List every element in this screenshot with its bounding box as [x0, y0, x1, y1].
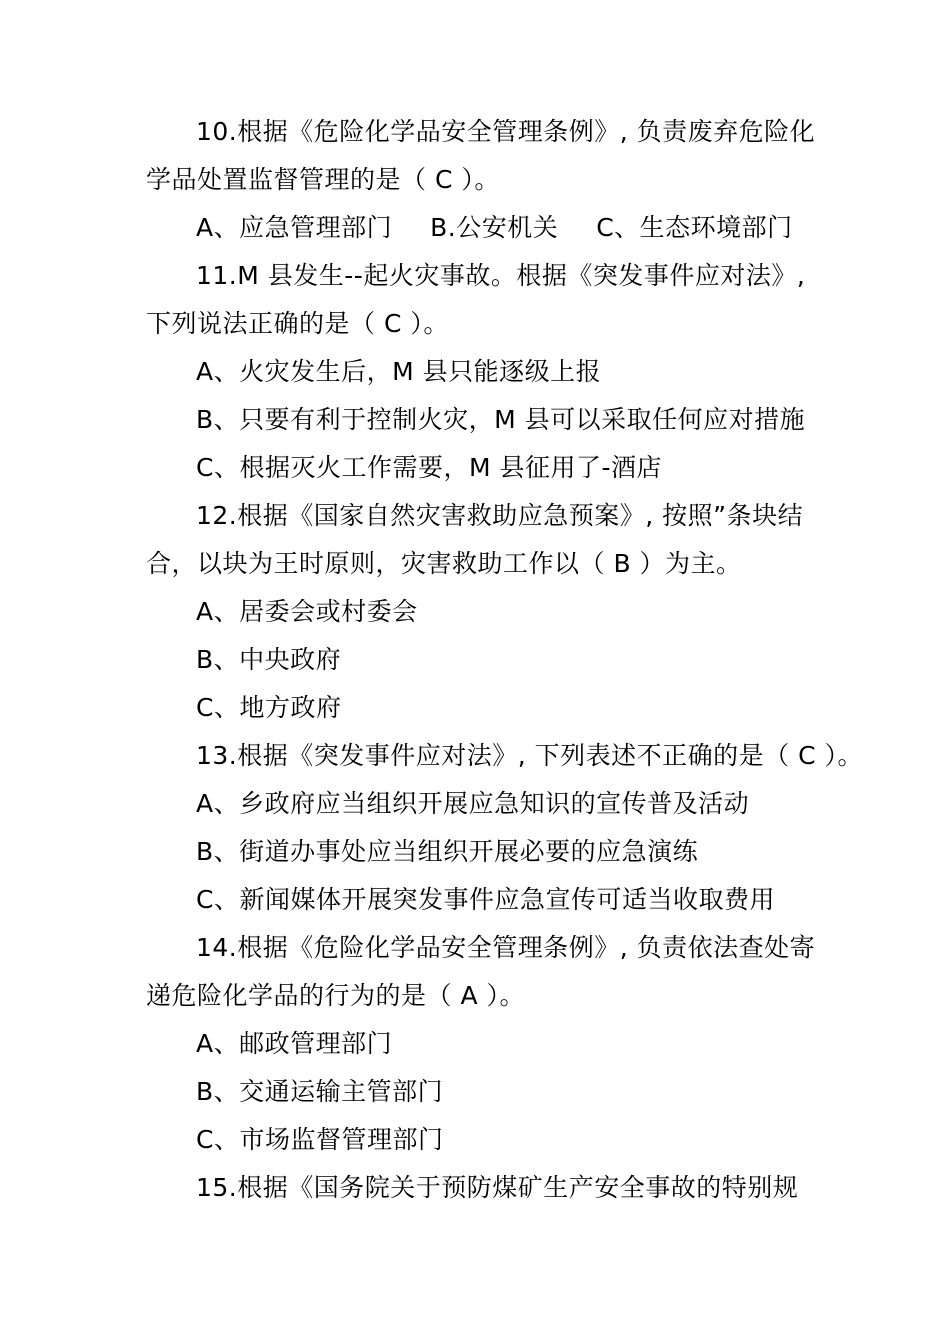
- option-b: B.公安机关: [430, 213, 559, 242]
- option-a: A、应急管理部门: [196, 213, 393, 242]
- question-13-option-c: C、新闻媒体开展突发事件应急宣传可适当收取费用: [196, 885, 775, 914]
- question-13-option-b: B、街道办事处应当组织开展必要的应急演练: [196, 837, 699, 866]
- question-12-option-b: B、中央政府: [196, 645, 342, 674]
- question-14-line-1: 14.根据《危险化学品安全管理条例》, 负责依法查处寄: [196, 933, 816, 962]
- question-12-option-c: C、地方政府: [196, 693, 342, 722]
- question-13-line-1: 13.根据《突发事件应对法》, 下列表述不正确的是（ C ）。: [196, 741, 864, 770]
- question-10-line-2: 学品处置监督管理的是（ C ）。: [146, 165, 500, 194]
- option-c: C、生态环境部门: [596, 213, 793, 242]
- question-10-line-1: 10.根据《危险化学品安全管理条例》, 负责废弃危险化: [196, 117, 816, 146]
- question-11-option-c: C、根据灭火工作需要，M 县征用了-酒店: [196, 453, 662, 482]
- question-11-option-b: B、只要有利于控制火灾，M 县可以采取任何应对措施: [196, 405, 806, 434]
- question-13-option-a: A、乡政府应当组织开展应急知识的宣传普及活动: [196, 789, 750, 818]
- question-14-line-2: 递危险化学品的行为的是（ A ）。: [146, 981, 525, 1010]
- question-14-option-a: A、邮政管理部门: [196, 1029, 393, 1058]
- question-11-line-1: 11.M 县发生--起火灾事故。根据《突发事件应对法》,: [196, 261, 806, 290]
- question-12-option-a: A、居委会或村委会: [196, 597, 418, 626]
- question-11-option-a: A、火灾发生后，M 县只能逐级上报: [196, 357, 602, 386]
- question-11-line-2: 下列说法正确的是（ C ）。: [146, 309, 449, 338]
- question-14-option-b: B、交通运输主管部门: [196, 1077, 444, 1106]
- question-15-line-1: 15.根据《国务院关于预防煤矿生产安全事故的特别规: [196, 1173, 799, 1202]
- question-12-line-2: 合，以块为王时原则，灾害救助工作以（ B ）为主。: [146, 549, 742, 578]
- question-14-option-c: C、市场监督管理部门: [196, 1125, 444, 1154]
- document-page: [146, 108, 864, 1212]
- question-12-line-1: 12.根据《国家自然灾害救助应急预案》, 按照”条块结: [196, 501, 804, 530]
- question-10-options: [146, 204, 810, 252]
